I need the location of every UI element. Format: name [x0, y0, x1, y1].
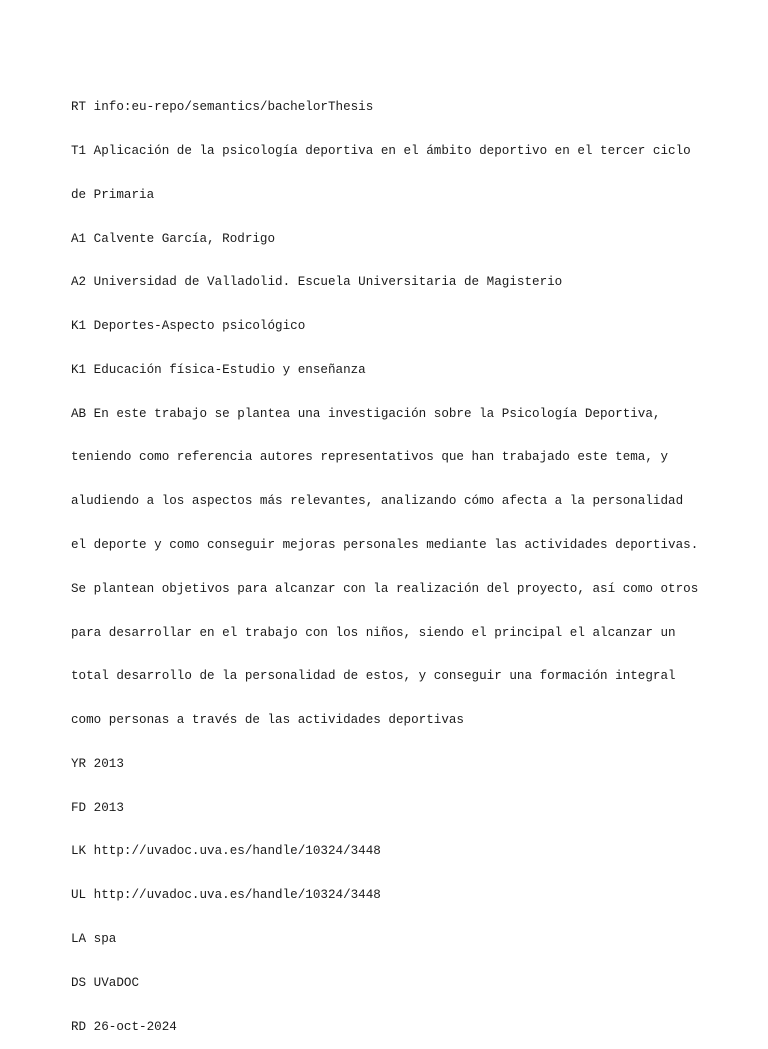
retrieved-date-line: RD 26-oct-2024 [71, 1019, 177, 1034]
title-line-continued: de Primaria [71, 187, 155, 202]
abstract-line: AB En este trabajo se plantea una investigación sobre la Psicología Deportiva, [71, 406, 661, 421]
language-line: LA spa [71, 932, 117, 947]
link-line: LK http://uvadoc.uva.es/handle/10324/3448 [71, 844, 381, 859]
keyword-line: K1 Deportes-Aspecto psicológico [71, 319, 306, 334]
date-line: FD 2013 [71, 800, 124, 815]
abstract-line: como personas a través de las actividades deportivas [71, 713, 464, 728]
data-source-line: DS UVaDOC [71, 975, 140, 990]
title-line: T1 Aplicación de la psicología deportiva en el ámbito deportivo en el tercer ciclo [71, 143, 691, 158]
citation-record [71, 71, 711, 1049]
institution-line: A2 Universidad de Valladolid. Escuela Universitaria de Magisterio [71, 275, 563, 290]
abstract-line: aludiendo a los aspectos más relevantes, analizando cómo afecta a la personalidad [71, 494, 684, 509]
abstract-line: el deporte y como conseguir mejoras personales mediante las actividades deportivas. [71, 538, 699, 552]
abstract-line: total desarrollo de la personalidad de estos, y conseguir una formación integral [71, 669, 676, 684]
abstract-line: teniendo como referencia autores representativos que han trabajado este tema, y [71, 450, 669, 465]
record-type-line: RT info:eu-repo/semantics/bachelorThesis [71, 100, 374, 115]
abstract-line: Se plantean objetivos para alcanzar con la realización del proyecto, así como otros [71, 581, 699, 596]
keyword-line: K1 Educación física-Estudio y enseñanza [71, 362, 366, 377]
author-line: A1 Calvente García, Rodrigo [71, 231, 276, 246]
abstract-line: para desarrollar en el trabajo con los niños, siendo el principal el alcanzar un [71, 625, 676, 640]
url-line: UL http://uvadoc.uva.es/handle/10324/3448 [71, 888, 381, 903]
year-line: YR 2013 [71, 756, 124, 771]
